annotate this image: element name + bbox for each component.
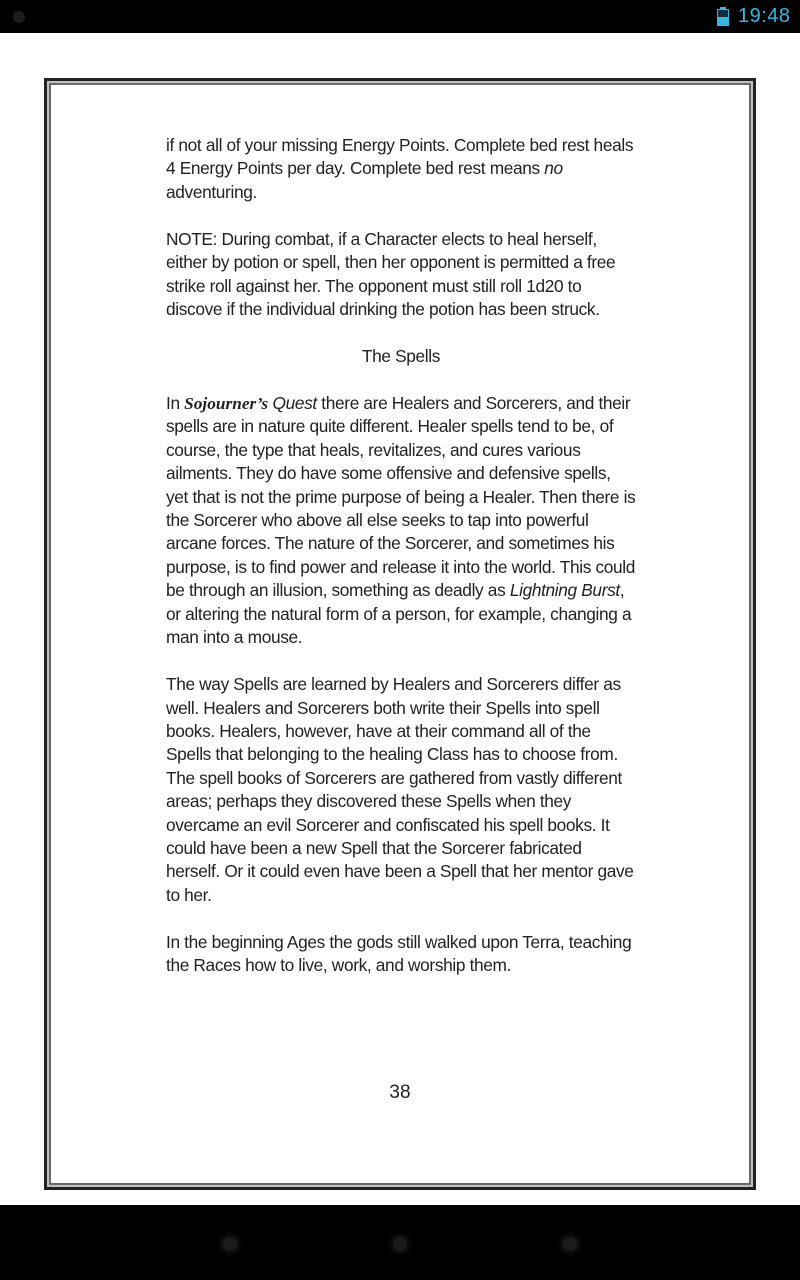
status-clock: 19:48 [738,5,791,27]
page-number: 38 [389,1082,411,1103]
home-button[interactable] [393,1237,407,1251]
status-bar [0,0,800,33]
section-heading: The Spells [361,346,441,367]
paragraph-3: In Sojourner’s Quest there are Healers and Sorcerers, and their spells are in nature quite different. Healer spells tend to be, of course, the type that heals, revitalizes, and cures various ailments. They do have some offensive and defensive spells, yet that is not the prime purpose of being a Healer. Then there is the Sorcerer who above all else seeks to tap into powerful arcane forces. The nature of the Sorcerer, and sometimes his purpose, is to find power and release it into the world. This could be through an illusion, something as deadly as Lightning Burst, or altering the natural form of a person, for example, changing a man into a mouse. [166,393,636,648]
paragraph-note: NOTE: During combat, if a Character elects to heal herself, either by potion or spell, then her opponent is permitted a free strike roll against her. The opponent must still roll 1d20 to discove if the individual drinking the potion has been struck. [166,228,616,320]
page-body [166,134,636,978]
paragraph-4: The way Spells are learned by Healers and Sorcerers differ as well. Healers and Sorcerers both write their Spells into spell books. Healers, however, have at their command all of the Spells that belonging to the healing Class has to choose from. The spell books of Sorcerers are gathered from vastly different areas; perhaps they discovered these Spells when they overcame an evil Sorcerer and confiscated his spell books. It could have been a new Spell that the Sorcerer fabricated herself. Or it could even have been a Spell that her mentor gave to her. [166,674,634,905]
recents-button[interactable] [563,1237,577,1251]
paragraph-5: In the beginning Ages the gods still walked upon Terra, teaching the Races how to live, work, and worship them. [166,931,632,976]
navigation-bar [0,1205,800,1280]
paragraph-1: if not all of your missing Energy Points. Complete bed rest heals 4 Energy Points per day. Complete bed rest means no adventuring. [166,135,634,202]
battery-icon [717,7,729,26]
back-button[interactable] [223,1237,237,1251]
notification-dot-icon [13,11,25,23]
